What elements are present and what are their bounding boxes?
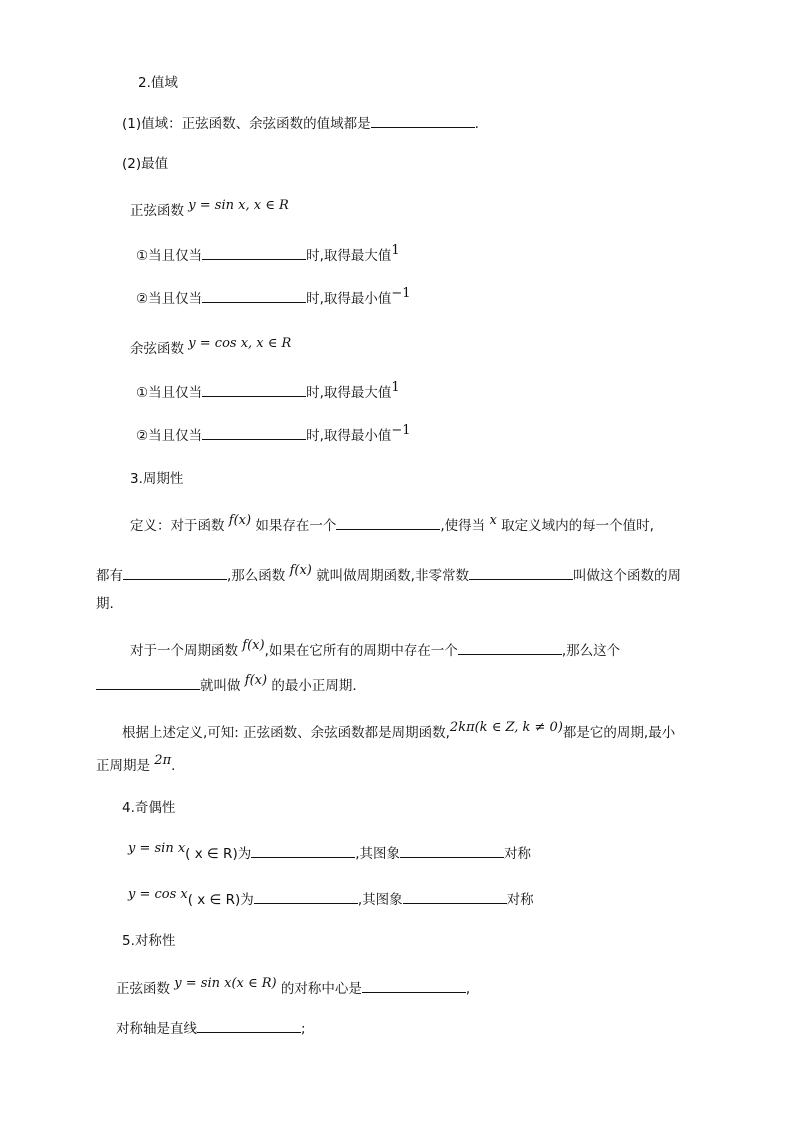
range-paragraph: (1)值域：正弦函数、余弦函数的值域都是 . [122, 116, 479, 132]
period-def-line-1: 定义：对于函数 f(x) 如果存在一个 ,使得当 x 取定义域内的每一个值时, [130, 513, 654, 534]
max-value: 1 [391, 243, 400, 258]
min-value: −1 [391, 286, 411, 301]
section-5-title: 5.对称性 [122, 933, 176, 949]
parity-cos-blank-2[interactable] [403, 891, 507, 904]
symmetry-axis-line: 对称轴是直线 ; [116, 1021, 306, 1037]
parity-sin-blank-1[interactable] [251, 845, 355, 858]
section-4-title: 4.奇偶性 [122, 800, 176, 816]
period-def-blank-3[interactable] [469, 567, 573, 580]
conclusion-line-2: 正周期是 2π. [96, 753, 176, 774]
cos-min-line: ②当且仅当 时,取得最小值−1 [136, 423, 411, 444]
sin-function-line: 正弦函数 y = sin x, x ∈ R [130, 198, 289, 219]
period-def-line-3: 期. [96, 596, 114, 612]
min-period-line-1: 对于一个周期函数 f(x),如果在它所有的周期中存在一个 ,那么这个 [130, 638, 621, 659]
sin-max-line: ①当且仅当 时,取得最大值1 [136, 243, 400, 264]
period-def-blank-1[interactable] [336, 517, 440, 530]
section-2-title: 2.值域 [138, 75, 178, 91]
range-text: (1)值域：正弦函数、余弦函数的值域都是 [122, 116, 371, 132]
sin-min-blank[interactable] [202, 290, 306, 303]
parity-sin-blank-2[interactable] [400, 845, 504, 858]
cos-max-line: ①当且仅当 时,取得最大值1 [136, 380, 400, 401]
parity-cos-blank-1[interactable] [254, 891, 358, 904]
cos-function-line: 余弦函数 y = cos x, x ∈ R [130, 336, 292, 357]
conclusion-line-1: 根据上述定义,可知: 正弦函数、余弦函数都是周期函数,2kπ(k ∈ Z, k ≠ 0)都是它的周期,最小 [122, 720, 676, 741]
cos-formula: y = cos x, x ∈ R [188, 336, 292, 351]
sin-min-line: ②当且仅当 时,取得最小值−1 [136, 286, 411, 307]
sin-max-blank[interactable] [202, 247, 306, 260]
cos-min-blank[interactable] [202, 427, 306, 440]
period-def-line-2: 都有 ,那么函数 f(x) 就叫做周期函数,非零常数 叫做这个函数的周 [96, 563, 681, 584]
extremum-subtitle: (2)最值 [122, 156, 169, 172]
section-3-title: 3.周期性 [130, 471, 184, 487]
parity-cos-line: y = cos x( x ∈ R)为 ,其图象 对称 [128, 887, 534, 908]
cos-max-blank[interactable] [202, 384, 306, 397]
min-period-blank-2[interactable] [96, 677, 200, 690]
symmetry-axis-blank[interactable] [197, 1020, 301, 1033]
period-def-blank-2[interactable] [123, 567, 227, 580]
range-blank[interactable] [371, 115, 475, 128]
sin-formula: y = sin x, x ∈ R [188, 198, 289, 213]
min-period-line-2: 就叫做 f(x) 的最小正周期. [96, 677, 357, 696]
symmetry-center-line: 正弦函数 y = sin x(x ∈ R) 的对称中心是 , [116, 976, 471, 997]
symmetry-center-blank[interactable] [362, 980, 466, 993]
parity-sin-line: y = sin x( x ∈ R)为 ,其图象 对称 [128, 841, 532, 862]
min-period-blank-1[interactable] [458, 642, 562, 655]
conclusion-formula: 2kπ(k ∈ Z, k ≠ 0) [449, 720, 563, 735]
